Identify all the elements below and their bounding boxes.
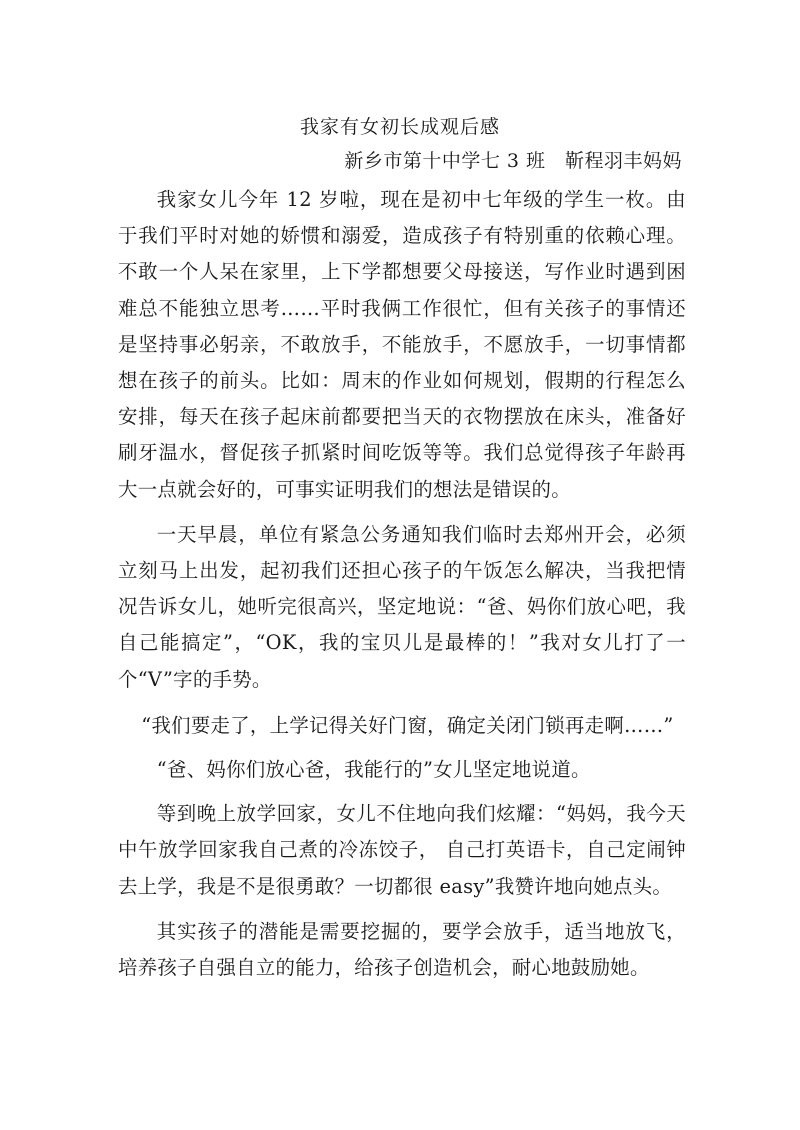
paragraph-6: 其实孩子的潜能是需要挖掘的，要学会放手，适当地放飞，培养孩子自强自立的能力，给孩子创造机会，耐心地鼓励她。 (118, 919, 686, 980)
paragraph-1: 我家女儿今年 12 岁啦，现在是初中七年级的学生一枚。由于我们平时对她的娇惯和溺爱，造成孩子有特别重的依赖心理。不敢一个人呆在家里，上下学都想要父母接送，写作业时遇到困难总不能独立思考……平时我俩工作很忙，但有关孩子的事情还是坚持事必躬亲，不敢放手，不能放手，不愿放手，一切事情都想在孩子的前头。比如：周末的作业如何规划，假期的行程怎么安排，每天在孩子起床前都要把当天的衣物摆放在床头，准备好刷牙温水，督促孩子抓紧时间吃饭等等。我们总觉得孩子年龄再大一点就会好的，可事实证明我们的想法是错误的。 (118, 188, 686, 501)
paragraph-2: 一天早晨，单位有紧急公务通知我们临时去郑州开会，必须立刻马上出发，起初我们还担心孩子的午饭怎么解决，当我把情况告诉女儿，她听完很高兴，坚定地说：“爸、妈你们放心吧，我自己能搞定”，“OK，我的宝贝儿是最棒的！”我对女儿打了一个“V”字的手势。 (118, 522, 686, 691)
document-body (118, 182, 686, 986)
author-line: 新乡市第十中学七 3 班 靳程羽丰妈妈 (344, 150, 682, 172)
paragraph-3: “我们要走了，上学记得关好门窗，确定关闭门锁再走啊……” (141, 713, 674, 737)
paragraph-4: “爸、妈你们放心爸，我能行的”女儿坚定地说道。 (156, 758, 591, 782)
paragraph-5: 等到晚上放学回家，女儿不住地向我们炫耀：“妈妈，我今天中午放学回家我自己煮的冷冻饺子， 自己打英语卡，自己定闹钟去上学，我是不是很勇敢？一切都很 easy”我赞许地向她点头。 (118, 802, 686, 898)
document-title: 我家有女初长成观后感 (299, 116, 500, 138)
